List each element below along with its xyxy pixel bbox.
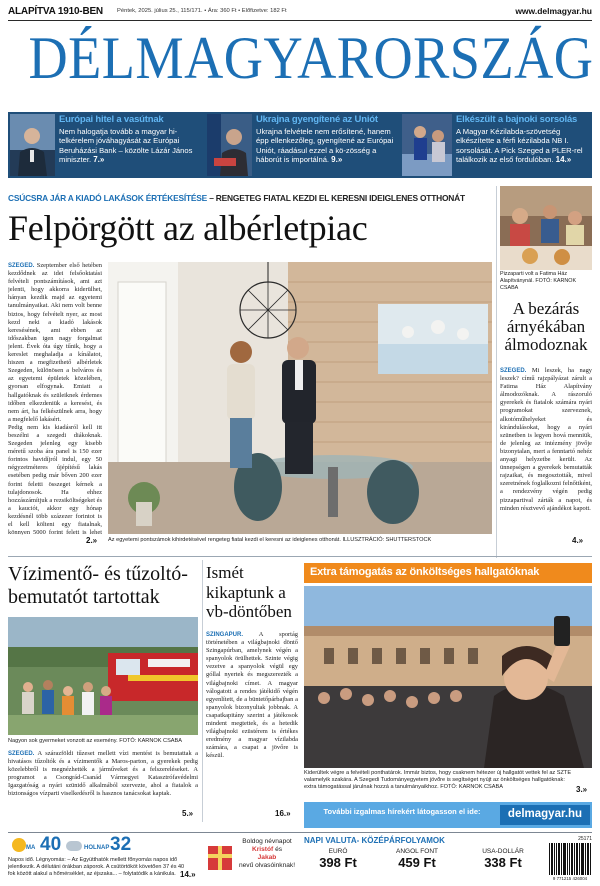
currency-item [462, 848, 544, 870]
masthead-issue-info: Péntek, 2025. július 25., 115/171. • Ára: 360 Ft • Előfizetve: 182 Ft [117, 8, 287, 14]
right-story-photo [500, 186, 592, 270]
teaser-title: Elkészült a bajnoki sorsolás [456, 114, 578, 125]
student-story-headline-bar[interactable] [304, 563, 592, 583]
teaser-photo [207, 114, 252, 176]
teaser-text: A Magyar Kézilabda-szövetség elkészítette a férfi kézilabda NB I. sorsolását. A Pick Szeged a PLER-rel találkozik az első fordulóban. 14.» [456, 127, 583, 165]
masthead-title[interactable]: DÉLMAGYARORSZÁG [28, 25, 594, 91]
sun-icon [12, 838, 26, 852]
fire-story-headline[interactable]: Vízimentő- és tűzoltó-bemutatót tartottak [8, 563, 188, 608]
fire-story-photo-caption: Nagyon sok gyermeket vonzott az esemény. FOTÓ: KARNOK CSABA [8, 738, 182, 744]
fire-story-photo [8, 617, 198, 735]
teaser-photo [10, 114, 55, 176]
right-story-photo-caption: Pizzaparti volt a Fatima Ház Alapítványnál. FOTÓ: KARNOK CSABA [500, 271, 577, 291]
right-story-page-ref[interactable]: 4.» [572, 536, 584, 545]
sport-story-page-ref[interactable]: 16.» [275, 809, 291, 818]
nameday-box [206, 836, 300, 884]
weather-today-temp: 40 [40, 834, 62, 855]
cloud-icon [66, 841, 82, 851]
barcode-number: 9 771215 426004 [552, 876, 588, 881]
weather-tomorrow-temp: 32 [110, 834, 132, 855]
masthead-website[interactable]: www.delmagyar.hu [515, 6, 592, 16]
student-story-photo-caption: Kiderültek végre a felvételi ponthatárok. Immár biztos, hogy csaknem hétezer új hallgatót vettek fel az SZTE valamelyik szakára. A Szegedi Tudományegyetem jövőre is segítséget nyújt az önköltséges hallgatóknak: extra támogatással járulnak hozzá a tanulmányaikhoz. FOTÓ: KARNOK CSABA [304, 770, 572, 790]
currency-item [304, 848, 372, 870]
right-column-divider [496, 186, 497, 558]
nameday-text: Boldog névnapot Kristóf és Jakab nevű olvasóinknak! [238, 838, 296, 869]
student-story-photo [304, 586, 592, 768]
fire-story-page-ref[interactable]: 5.» [182, 809, 194, 818]
teaser-title: Európai hitel a vasútnak [59, 114, 164, 125]
weather-page-ref[interactable]: 14.» [180, 870, 196, 879]
teaser-item[interactable] [402, 114, 590, 176]
column-divider [202, 560, 203, 822]
student-story-page-ref[interactable]: 3.» [576, 785, 588, 794]
lead-page-ref[interactable]: 2.» [86, 536, 98, 545]
fire-story-body: SZEGED. A szárazföldi tűzeset mellett vízi mentést is bemutattak a hivatásos tűzoltók és a vízimentők a Maros-parton, a gyerekek pedig közelebbről is megnézhették a járműveket és a felszereléseket. A programot a Csongrád-Csanád Vármegyei Katasztrófavédelmi Igazgatóság a nyári szünidő alkalmából szervezte, ahol a fiatalok a biztonságos vízparti viselkedésről is hasznos tanácsokat kaptak. [8, 750, 198, 798]
weather-today-label: MA [26, 845, 36, 851]
teaser-item[interactable] [207, 114, 395, 176]
barcode [548, 836, 592, 884]
teaser-title: Ukrajna gyengítené az Uniót [256, 114, 378, 125]
sport-story-headline[interactable]: Ismét kikaptunk a vb-döntőben [206, 563, 292, 621]
teaser-photo [402, 114, 452, 176]
lead-kicker: CSÚCSRA JÁR A KIADÓ LAKÁSOK ÉRTÉKESÍTÉSE – RENGETEG FIATAL KEZDI EL KERESNI IDEIGLENES OTTHONÁT [8, 193, 465, 203]
lead-headline[interactable]: Felpörgött az albérletpiac [8, 208, 368, 248]
barcode-bars [548, 843, 592, 875]
barcode-issue: 25171 [578, 836, 592, 842]
lead-photo-caption: Az egyetemi pontszámok kihirdetésével rengeteg fiatal kezdi el keresni az ideiglenes otthonát. ILLUSZTRÁCIÓ: SHUTTERSTOCK [108, 537, 432, 543]
promo-site: delmagyar.hu [507, 808, 583, 820]
sport-story-body: SZINGAPÚR. A sportág történetében a világbajnoki döntő Szingapúrban, amelynek végén a spanyolok örülhettek. Szinte végig vezetve a spanyolok végül egy góllal nyertek és megszerezték a világbajnoki címet. A magyar válogatott a rendes játékidő végén egyenlített, de a büntetőpárbajban a spanyolok bizonyultak jobbnak. A csapatkapitány szerint a játékosok mindent megtettek, és a hetedik világbajnoki ezüstérem is értékes eredmény a magyar vízilabda számára, a csapat a jövőre is készül. [206, 631, 298, 760]
weather-tomorrow-label: HOLNAP [84, 845, 110, 851]
currency-label: ANGOL FONT [395, 848, 438, 855]
weather-box [8, 836, 198, 884]
currency-value: 459 Ft [398, 855, 436, 870]
student-story-headline: Extra támogatás az önköltséges hallgatóknak [310, 566, 540, 578]
currency-title: NAPI VALUTA- KÖZÉPÁRFOLYAMOK [304, 836, 445, 845]
teaser-text: Ukrajna felvétele nem erősítené, hanem épp ellenkezőleg, gyengítené az Európai Uniót, ráadásul ezzel a kö-zösség a háborút is importálná. 9.» [256, 127, 394, 165]
currency-label: EURÓ [328, 848, 348, 855]
masthead-founded: ALAPÍTVA 1910-BEN [8, 6, 103, 17]
right-story-headline[interactable]: A bezárás árnyékában álmodoznak [504, 299, 588, 354]
lead-body: SZEGED. Szeptember első hetében kezdődnek az idei felsőoktatási felvételi pontszámítások, ami azt jelenti, hogy akkorra kiderülhet, hányan kezdik majd az egyetemi tanulmányaikat. Aki nem volt benne biztos, hogy felvételt nyer, az most kezd neki a kiadó lakások keresésének, ami ebben az időszakban igen nagy forgalmat jelent. Évek óta úgy tűnik, hogy a kereslet meghaladja a kínálatot, hiszen a megfizethető albérletek Szegeden, különösen a belváros és az egyetemi épületek közelében, gyorsan elfogynak. Emiatt a hallgatóknak és szüleiknek érdemes időben elkezdeniük a keresést, és nem árt, ha felkészülnek arra, hogy a megfelelő lakásért. Pedig nem kis kiadásról kell itt beszélni a szegedi diákoknak. Szegeden jelenleg egy kisebb méretű szoba ára panel is 150 ezer forintos havidíjról indul, egy 50 négyzetméteres újépítésű lakás esetében pedig már bőven 200 ezer forint feletti összeget kérnek a tulajdonosok. Ha ehhez hozzászámítjuk a rezsiköltségeket és a kauciót, akkor egy hónap kezdésnél több százezer forintot is el kell költeni egy fiatalnak, könnyen 5000 forint felett is lehet [8, 262, 102, 535]
promo-banner[interactable] [304, 802, 592, 828]
gift-icon [208, 846, 232, 870]
teaser-text: Nem halogatja tovább a magyar hi-telkérelem jóváhagyását az Európai Beruházási Bank – közölte Lázár János miniszter. 7.» [59, 127, 193, 165]
promo-site-box[interactable] [500, 805, 590, 825]
currency-value: 338 Ft [484, 855, 522, 870]
weather-text: Napos idő. Légnyomás: – Az Együtthatók mellett főnyomás napos idő jelentkezik. A délutáni órákban záporok. A csütörtököt követően 37 és 40 fok között alakul a hőmérséklet, az éjszaka... – folytatódik a kánikula. [8, 857, 185, 877]
currency-value: 398 Ft [319, 855, 357, 870]
currency-label: USA-DOLLÁR [482, 848, 524, 855]
lead-photo [108, 262, 492, 534]
teaser-item[interactable] [10, 114, 200, 176]
currency-box [304, 836, 544, 884]
right-story-body: SZEGED. Mi leszek, ha nagy leszek? című rajzpályázat zárult a Fatima Ház Alapítvány álmodozóknak. A rászoruló gyerekek és fiatalok számára nyári programokat szerveznek, alkotóműhelyeket és kirándulásokat, hogy a nyári szünetben is legyen hová menniük, de jelenleg az intézmény jövője bizonytalan, mert a fenntartó nehéz anyagi helyzetbe került. Az ünnepségen a gyerekek bemutatták rajzaikat, és megosztották, mivel szeretnének foglalkozni felnőttként, a rendezvény végén pedig pizzapartival zárták a napot, és minden résztvevő ajándékot kapott. [500, 367, 592, 512]
currency-item [376, 848, 458, 870]
promo-text: További izgalmas hírekért látogasson el ide: [323, 807, 481, 816]
